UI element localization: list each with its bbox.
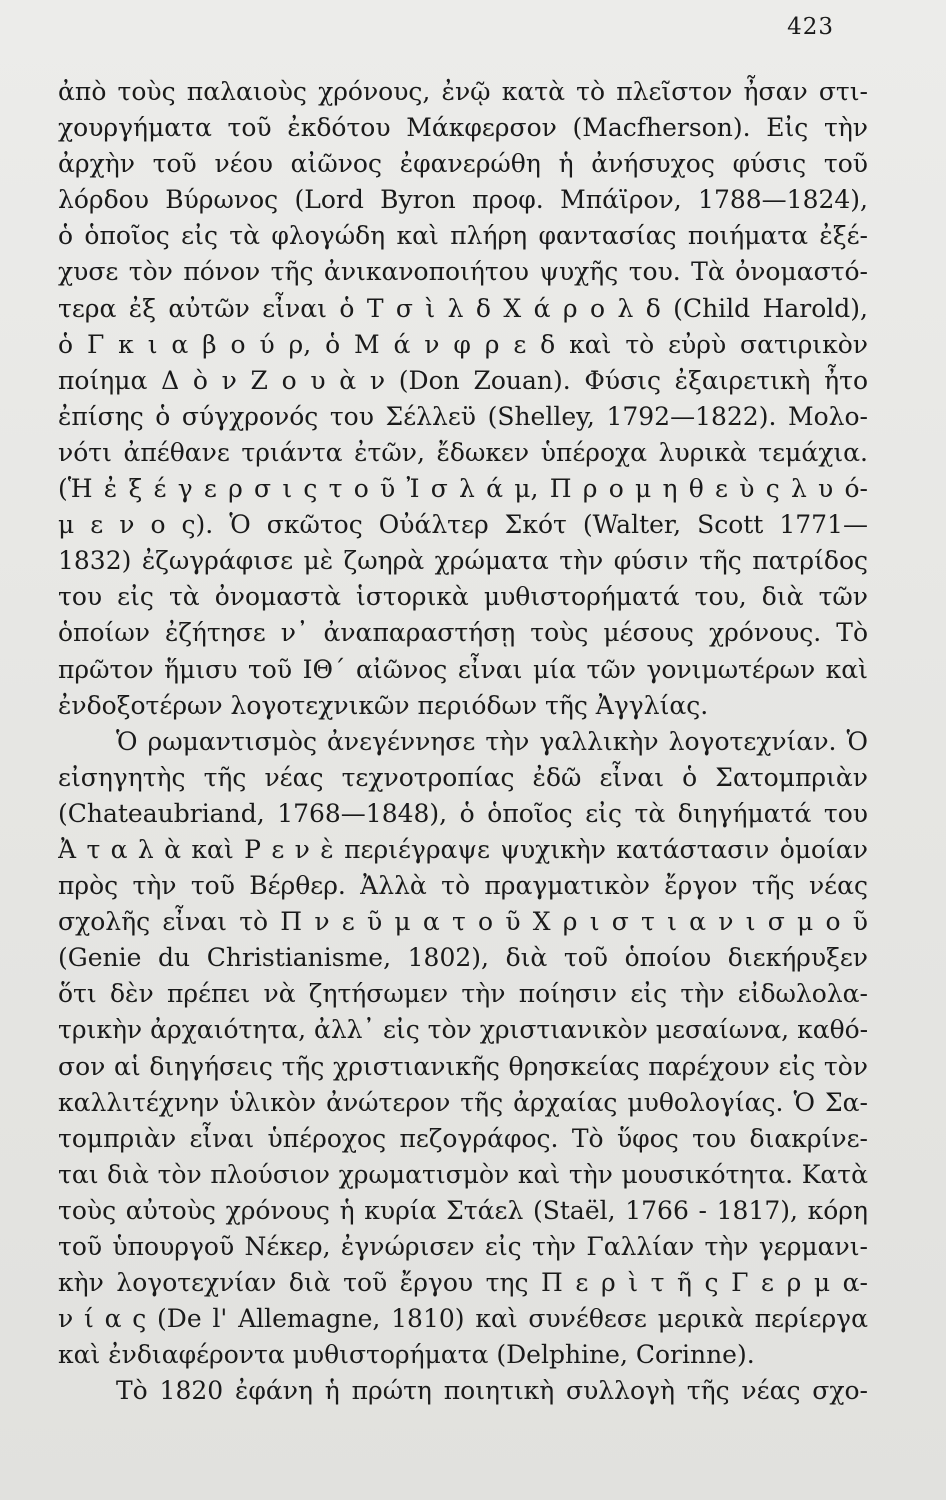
- text-line: (Genie du Christianisme, 1802), διὰ τοῦ ὁποίου διεκήρυξεν: [58, 943, 868, 973]
- text-line: λόρδου Βύρωνος (Lord Byron προφ. Μπάϊρον, 1788—1824),: [58, 185, 868, 215]
- text-line: ποίημα Δ ὸ ν Ζ ο υ ὰ ν (Don Zouan). Φύσις ἐξαιρετικὴ ἦτο: [58, 365, 868, 395]
- text-line: σχολῆς εἶναι τὸ Π ν ε ῦ μ α τ ο ῦ Χ ρ ι σ τ ι α ν ι σ μ ο ῦ: [58, 907, 868, 937]
- text-line: σον αἱ διηγήσεις τῆς χριστιανικῆς θρησκείας παρέχουν εἰς τὸν: [58, 1051, 868, 1081]
- text-line: καὶ ἐνδιαφέροντα μυθιστορήματα (Delphine, Corinne).: [58, 1340, 755, 1370]
- text-line: ἀπὸ τοὺς παλαιοὺς χρόνους, ἐνῷ κατὰ τὸ πλεῖστον ἦσαν στι-: [58, 77, 868, 106]
- text-line: τοὺς αὐτοὺς χρόνους ἡ κυρία Στάελ (Staël, 1766 - 1817), κόρη: [58, 1195, 868, 1225]
- text-line: ἐνδοξοτέρων λογοτεχνικῶν περιόδων τῆς Ἀγγλίας.: [58, 690, 709, 720]
- text-line: τερα ἐξ αὐτῶν εἶναι ὁ Τ σ ὶ λ δ Χ ά ρ ο λ δ (Child Harold),: [58, 293, 868, 323]
- text-line: 1832) ἐζωγράφισε μὲ ζωηρὰ χρώματα τὴν φύσιν τῆς πατρίδος: [58, 546, 868, 576]
- text-line: κὴν λογοτεχνίαν διὰ τοῦ ἔργου της Π ε ρ ὶ τ ῆ ς Γ ε ρ μ α-: [58, 1268, 868, 1298]
- text-line: (Chateaubriand, 1768—1848), ὁ ὁποῖος εἰς τὰ διηγήματά του: [58, 798, 868, 828]
- text-line: εἰσηγητὴς τῆς νέας τεχνοτροπίας ἐδῶ εἶναι ὁ Σατομπριὰν: [58, 762, 868, 792]
- text-line: καλλιτέχνην ὑλικὸν ἀνώτερον τῆς ἀρχαίας μυθολογίας. Ὁ Σα-: [58, 1087, 868, 1117]
- text-line: ν ί α ς (De l' Allemagne, 1810) καὶ συνέθεσε μερικὰ περίεργα: [58, 1304, 868, 1334]
- text-line: ὁποίων ἐζήτησε ν᾽ ἀναπαραστήσῃ τοὺς μέσους χρόνους. Τὸ: [58, 618, 868, 648]
- text-line: του εἰς τὰ ὀνομαστὰ ἱστορικὰ μυθιστορήματά του, διὰ τῶν: [58, 582, 868, 612]
- text-line: ὁ Γ κ ι α β ο ύ ρ, ὁ Μ ά ν φ ρ ε δ καὶ τὸ εὐρὺ σατιρικὸν: [58, 329, 868, 359]
- text-line: Ἀ τ α λ ὰ καὶ Ρ ε ν ὲ περιέγραψε ψυχικὴν κατάστασιν ὁμοίαν: [58, 834, 868, 864]
- text-line: χυσε τὸν πόνον τῆς ἀνικανοποιήτου ψυχῆς του. Τὰ ὀνομαστό-: [58, 257, 868, 287]
- text-line: πρὸς τὴν τοῦ Βέρθερ. Ἀλλὰ τὸ πραγματικὸν ἔργον τῆς νέας: [58, 871, 868, 901]
- paragraph-start-line: Τὸ 1820 ἐφάνη ἡ πρώτη ποιητικὴ συλλογὴ τῆς νέας σχο-: [116, 1376, 868, 1406]
- body-text: [58, 74, 868, 1409]
- paragraph-start-line: Ὁ ρωμαντισμὸς ἀνεγέννησε τὴν γαλλικὴν λογοτεχνίαν. Ὁ: [116, 726, 868, 756]
- text-line: μ ε ν ο ς). Ὁ σκῶτος Οὐάλτερ Σκότ (Walter, Scott 1771—: [58, 510, 868, 540]
- text-line: ὁ ὁποῖος εἰς τὰ φλογώδη καὶ πλήρη φαντασίας ποιήματα ἐξέ-: [58, 221, 868, 251]
- text-line: πρῶτον ἥμισυ τοῦ ΙΘ΄ αἰῶνος εἶναι μία τῶν γονιμωτέρων καὶ: [58, 654, 868, 684]
- text-line: νότι ἀπέθανε τριάντα ἐτῶν, ἔδωκεν ὑπέροχα λυρικὰ τεμάχια.: [58, 437, 868, 467]
- text-line: ὅτι δὲν πρέπει νὰ ζητήσωμεν τὴν ποίησιν εἰς τὴν εἰδωλολα-: [58, 979, 868, 1009]
- text-line: χουργήματα τοῦ ἐκδότου Μάκφερσον (Macfherson). Εἰς τὴν: [58, 113, 868, 143]
- text-line: ἐπίσης ὁ σύγχρονός του Σέλλεϋ (Shelley, 1792—1822). Μολο-: [58, 401, 868, 431]
- text-line: τομπριὰν εἶναι ὑπέροχος πεζογράφος. Τὸ ὕφος του διακρίνε-: [58, 1123, 868, 1153]
- text-line: (Ἡ ἐ ξ έ γ ε ρ σ ι ς τ ο ῦ Ἰ σ λ ά μ, Π ρ ο μ η θ ε ὺ ς λ υ ό-: [58, 474, 868, 504]
- text-line: ἀρχὴν τοῦ νέου αἰῶνος ἐφανερώθη ἡ ἀνήσυχος φύσις τοῦ: [58, 149, 868, 179]
- text-line: ται διὰ τὸν πλούσιον χρωματισμὸν καὶ τὴν μουσικότητα. Κατὰ: [58, 1159, 868, 1189]
- page-number: 423: [787, 14, 834, 40]
- text-line: τρικὴν ἀρχαιότητα, ἀλλ᾽ εἰς τὸν χριστιανικὸν μεσαίωνα, καθό-: [58, 1015, 868, 1045]
- text-line: τοῦ ὑπουργοῦ Νέκερ, ἐγνώρισεν εἰς τὴν Γαλλίαν τὴν γερμανι-: [58, 1232, 868, 1261]
